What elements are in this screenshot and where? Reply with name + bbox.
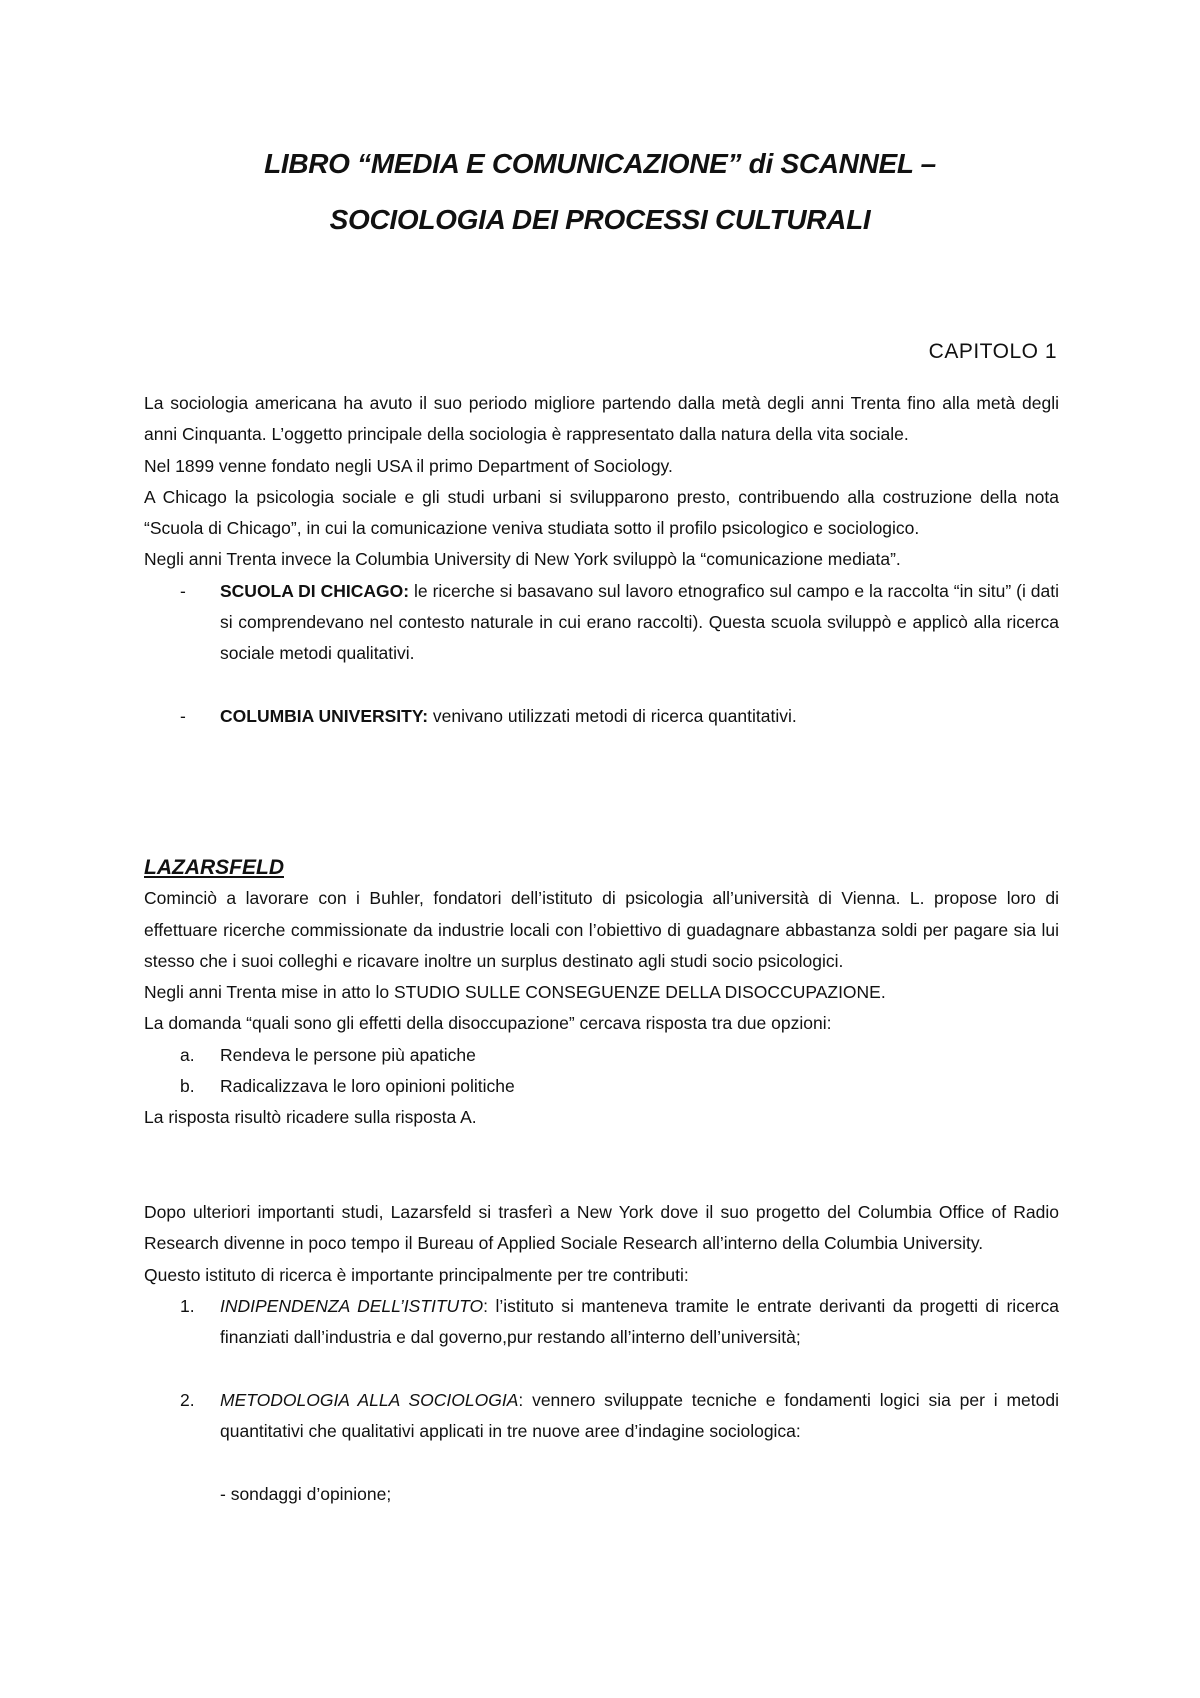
chapter-label: CAPITOLO 1: [928, 340, 1057, 363]
list-item-label: SCUOLA DI CHICAGO:: [220, 580, 410, 601]
paragraph: Cominciò a lavorare con i Buhler, fondatori dell’istituto di psicologia all’università di Vienna. L. propose loro di effettuare ricerche commissionate da industrie locali con l’obiettivo di guadagnare abbastanza soldi per pagare sia lui stesso che i suoi colleghi e ricavare inoltre un surplus destinato agli studi socio psicologici.: [144, 888, 1059, 971]
list-item-text: Rendeva le persone più apatiche: [220, 1044, 476, 1065]
list-item: [144, 1040, 1059, 1071]
list-marker: a.: [180, 1044, 195, 1065]
intro-section: [144, 388, 1059, 732]
list-item: [144, 1071, 1059, 1102]
document-title-line-2: SOCIOLOGIA DEI PROCESSI CULTURALI: [329, 204, 871, 235]
paragraph: Negli anni Trenta invece la Columbia University di New York sviluppò la “comunicazione mediata”.: [144, 549, 901, 570]
list-item-label: COLUMBIA UNIVERSITY:: [220, 705, 429, 726]
list-marker: 2.: [180, 1389, 195, 1410]
paragraph: Questo istituto di ricerca è importante principalmente per tre contributi:: [144, 1264, 689, 1285]
paragraph: A Chicago la psicologia sociale e gli studi urbani si svilupparono presto, contribuendo alla costruzione della nota “Scuola di Chicago”, in cui la comunicazione veniva studiata sotto il profilo psicologico e sociologico.: [144, 486, 1059, 539]
list-item: [144, 701, 1059, 732]
paragraph: La sociologia americana ha avuto il suo periodo migliore partendo dalla metà degli anni Trenta fino alla metà degli anni Cinquanta. L’oggetto principale della sociologia è rappresentato dalla natura della vita sociale.: [144, 393, 1059, 445]
list-marker: -: [180, 705, 186, 726]
list-item-text: - sondaggi d’opinione;: [220, 1483, 392, 1504]
list-marker: -: [180, 580, 186, 601]
list-item-text: le ricerche si basavano sul lavoro etnografico sul campo e la raccolta “in situ” (i dati si comprendevano nel contesto naturale in cui erano raccolti). Questa scuola sviluppò e applicò alla ricerca sociale metodi qualitativi.: [220, 580, 1059, 664]
lazarsfeld-section: [144, 852, 1059, 1134]
paragraph: La risposta risultò ricadere sulla risposta A.: [144, 1107, 477, 1128]
list-item-text: Radicalizzava le loro opinioni politiche: [220, 1076, 515, 1097]
numbered-item: [144, 1291, 1059, 1354]
list-marker: 1.: [180, 1295, 195, 1316]
list-item-label: METODOLOGIA ALLA SOCIOLOGIA: [220, 1389, 519, 1410]
spacer: [144, 1353, 1059, 1384]
section-heading: LAZARSFELD: [144, 856, 284, 879]
numbered-item: [144, 1385, 1059, 1448]
paragraph: Dopo ulteriori importanti studi, Lazarsfeld si trasferì a New York dove il suo progetto del Columbia Office of Radio Research divenne in poco tempo il Bureau of Applied Sociale Research all’interno della Columbia University.: [144, 1202, 1059, 1254]
list-marker: b.: [180, 1076, 195, 1097]
document-title-line-1: LIBRO “MEDIA E COMUNICAZIONE” di SCANNEL –: [264, 148, 936, 179]
list-item-text: : vennero sviluppate tecniche e fondamenti logici sia per i metodi quantitativi che qualitativi applicati in tre nuove aree d’indagine sociologica:: [220, 1389, 1060, 1442]
paragraph: La domanda “quali sono gli effetti della disoccupazione” cercava risposta tra due opzioni:: [144, 1013, 832, 1034]
paragraph: Negli anni Trenta mise in atto lo STUDIO SULLE CONSEGUENZE DELLA DISOCCUPAZIONE.: [144, 982, 886, 1003]
sub-list-item: [144, 1479, 1059, 1510]
spacer: [144, 670, 1059, 701]
spacer: [144, 1447, 1059, 1478]
bureau-section: [144, 1197, 1059, 1510]
list-item-text: venivano utilizzati metodi di ricerca quantitativi.: [428, 705, 797, 726]
paragraph: Nel 1899 venne fondato negli USA il primo Department of Sociology.: [144, 455, 673, 476]
list-item-text: : l’istituto si manteneva tramite le entrate derivanti da progetti di ricerca finanziati dall’industria e dal governo,pur restando all’interno dell’università;: [220, 1295, 1059, 1348]
list-item: [144, 576, 1059, 670]
list-item-label: INDIPENDENZA DELL’ISTITUTO: [220, 1295, 484, 1316]
